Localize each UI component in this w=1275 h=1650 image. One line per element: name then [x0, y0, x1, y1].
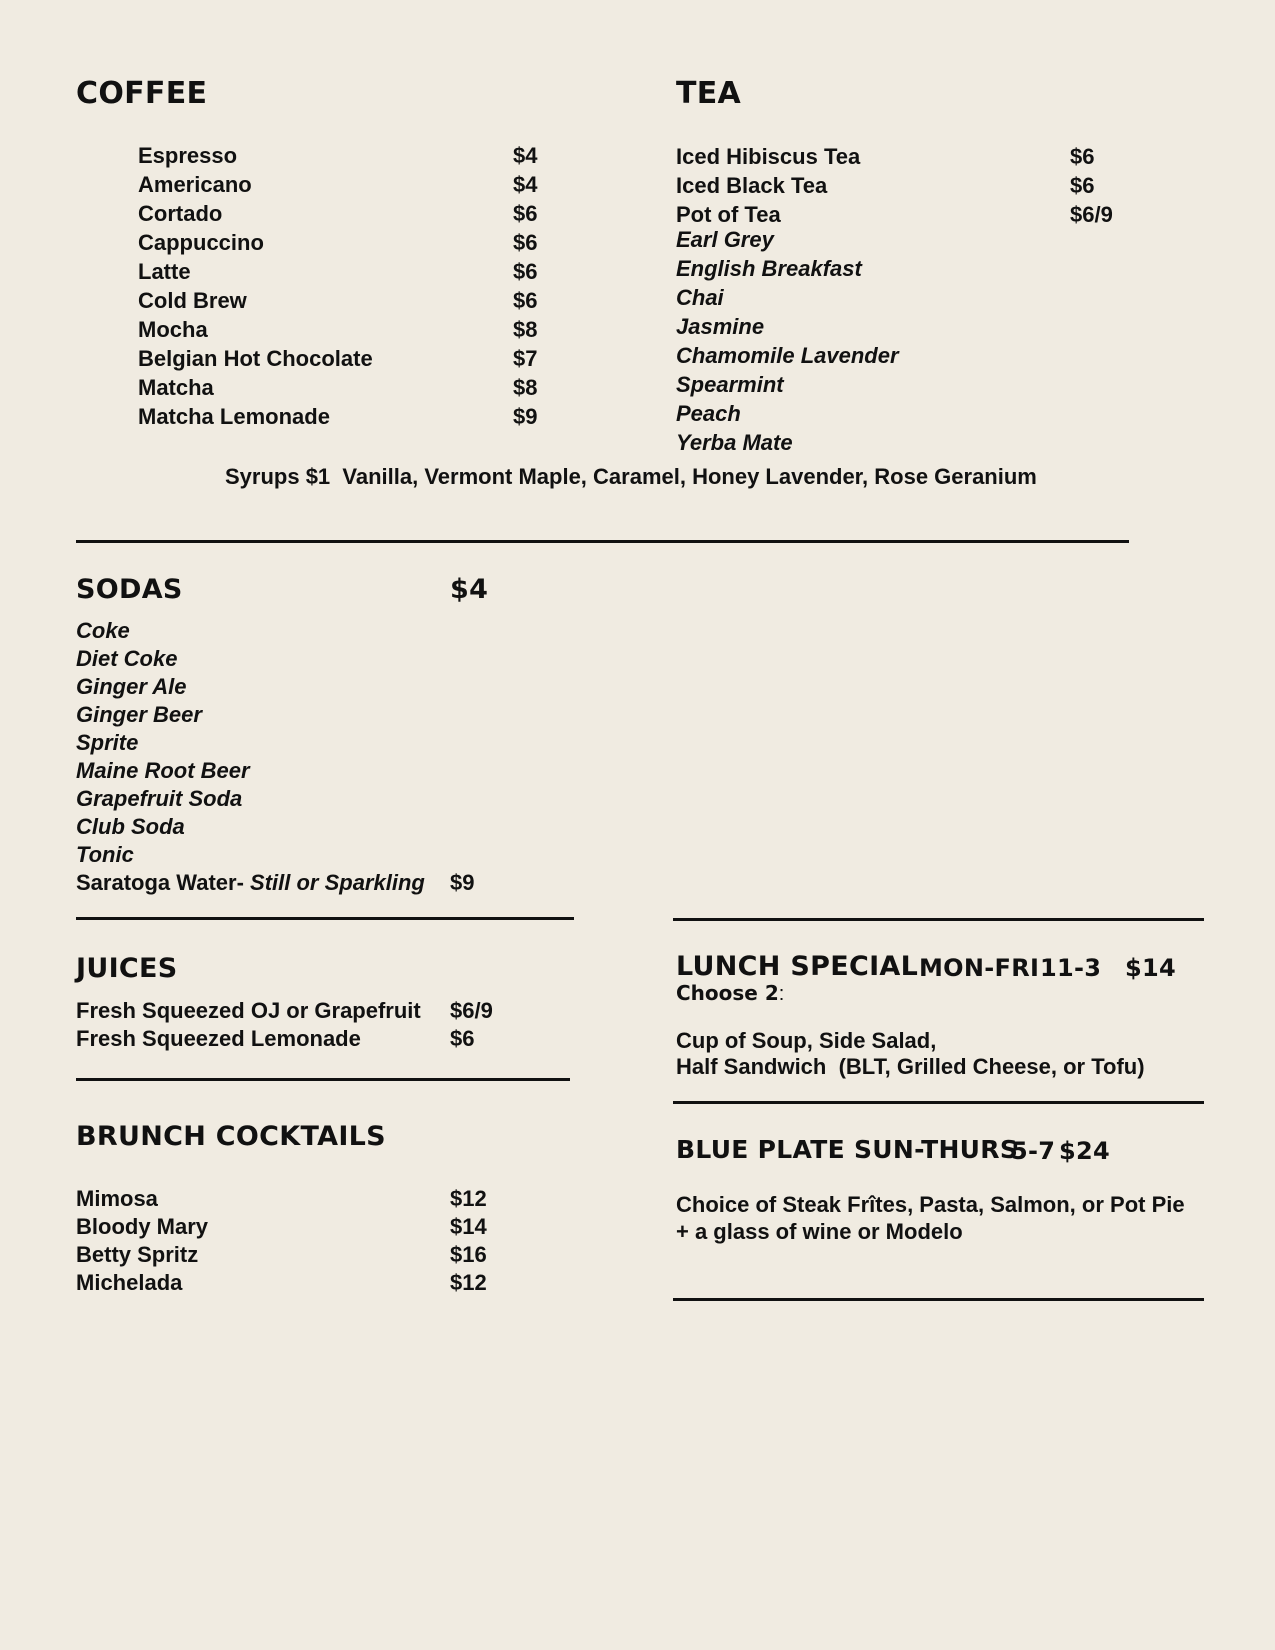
sodas-heading: SODAS — [76, 574, 183, 605]
coffee-item-price: $6 — [513, 201, 538, 226]
blue-plate-line-2: + a glass of wine or Modelo — [676, 1219, 963, 1244]
soda-item: Sprite — [76, 730, 139, 755]
tea-variety-list — [676, 225, 899, 457]
sodas-price: $4 — [450, 574, 489, 605]
syrups-line: Syrups $1 Vanilla, Vermont Maple, Caramel, Honey Lavender, Rose Geranium — [225, 464, 1037, 489]
cocktail-item-name: Mimosa — [76, 1186, 158, 1211]
tea-item-name: Pot of Tea — [676, 202, 781, 227]
coffee-item-name: Cortado — [138, 201, 223, 226]
tea-variety: Peach — [676, 401, 741, 426]
juice-item-name: Fresh Squeezed Lemonade — [76, 1026, 361, 1051]
coffee-item-name: Belgian Hot Chocolate — [138, 346, 373, 371]
cocktail-item-name: Betty Spritz — [76, 1242, 199, 1267]
lunch-days: MON-FRI — [919, 954, 1040, 982]
divider-lunch-top — [673, 918, 1204, 921]
coffee-item-price: $7 — [513, 346, 538, 371]
coffee-item-price: $4 — [513, 172, 538, 197]
tea-variety: Chamomile Lavender — [676, 343, 899, 368]
coffee-item-price: $4 — [513, 143, 538, 168]
cocktail-item-name: Michelada — [76, 1270, 183, 1295]
divider-top — [76, 540, 1129, 543]
lunch-choose-line — [676, 981, 784, 1006]
tea-heading: TEA — [676, 76, 742, 111]
soda-item: Maine Root Beer — [76, 758, 250, 783]
juice-list — [76, 997, 421, 1053]
lunch-heading: LUNCH SPECIAL — [676, 951, 919, 982]
coffee-item-price: $9 — [513, 404, 538, 429]
cocktail-list — [76, 1185, 208, 1297]
coffee-item-name: Cold Brew — [138, 288, 247, 313]
tea-variety: Earl Grey — [676, 227, 774, 252]
cocktail-item-name: Bloody Mary — [76, 1214, 209, 1239]
cocktail-item-price: $14 — [450, 1214, 487, 1239]
coffee-item-name: Mocha — [138, 317, 208, 342]
tea-variety: English Breakfast — [676, 256, 862, 281]
divider-juices — [76, 1078, 570, 1081]
cocktail-item-price: $12 — [450, 1270, 487, 1295]
tea-variety: Jasmine — [676, 314, 765, 339]
coffee-item-price: $8 — [513, 317, 538, 342]
soda-item: Tonic — [76, 842, 134, 867]
juice-price-list — [450, 997, 493, 1053]
soda-item: Grapefruit Soda — [76, 786, 243, 811]
coffee-item-list — [138, 141, 373, 431]
lunch-options-line-1: Cup of Soup, Side Salad, — [676, 1028, 937, 1053]
cocktail-item-price: $12 — [450, 1186, 487, 1211]
lunch-choose-colon: : — [778, 983, 785, 1005]
coffee-item-name: Matcha Lemonade — [138, 404, 330, 429]
cocktail-item-price: $16 — [450, 1242, 487, 1267]
lunch-options-line-2: Half Sandwich (BLT, Grilled Cheese, or Tofu) — [676, 1054, 1145, 1079]
tea-item-name: Iced Black Tea — [676, 173, 828, 198]
coffee-item-price: $6 — [513, 288, 538, 313]
juice-item-price: $6 — [450, 1026, 475, 1051]
tea-variety: Chai — [676, 285, 724, 310]
tea-item-price: $6 — [1070, 144, 1095, 169]
cocktails-heading: BRUNCH COCKTAILS — [76, 1121, 386, 1152]
saratoga-water-price: $9 — [450, 870, 475, 895]
coffee-price-list — [513, 141, 537, 431]
tea-variety: Spearmint — [676, 372, 784, 397]
blue-plate-heading: BLUE PLATE SUN-THURS — [676, 1135, 1019, 1164]
saratoga-water-name: Saratoga Water- — [76, 870, 251, 895]
coffee-item-price: $6 — [513, 230, 538, 255]
saratoga-water-option: Still or Sparkling — [250, 870, 425, 895]
divider-blue-plate-bottom — [673, 1298, 1204, 1301]
soda-item: Ginger Beer — [76, 702, 202, 727]
soda-item: Ginger Ale — [76, 674, 187, 699]
coffee-item-price: $8 — [513, 375, 538, 400]
soda-item: Club Soda — [76, 814, 185, 839]
coffee-item-name: Espresso — [138, 143, 238, 168]
tea-item-price: $6/9 — [1070, 202, 1113, 227]
tea-item-list — [676, 142, 860, 229]
coffee-item-name: Americano — [138, 172, 252, 197]
saratoga-water — [76, 868, 425, 897]
coffee-heading: COFFEE — [76, 76, 208, 111]
divider-lunch-bottom — [673, 1101, 1204, 1104]
blue-plate-line-1: Choice of Steak Frîtes, Pasta, Salmon, or Pot Pie — [676, 1192, 1185, 1217]
soda-list — [76, 617, 250, 869]
tea-variety: Yerba Mate — [676, 430, 793, 455]
coffee-item-name: Latte — [138, 259, 191, 284]
lunch-choose: Choose 2 — [676, 981, 779, 1005]
lunch-hours: 11-3 — [1040, 954, 1102, 982]
soda-item: Diet Coke — [76, 646, 178, 671]
tea-item-price: $6 — [1070, 173, 1095, 198]
cocktail-price-list — [450, 1185, 487, 1297]
coffee-item-name: Cappuccino — [138, 230, 264, 255]
soda-item: Coke — [76, 618, 130, 643]
tea-price-list — [1070, 142, 1113, 229]
coffee-item-price: $6 — [513, 259, 538, 284]
juice-item-price: $6/9 — [450, 998, 493, 1023]
coffee-item-name: Matcha — [138, 375, 214, 400]
blue-plate-price: $24 — [1059, 1137, 1110, 1165]
juices-heading: JUICES — [76, 953, 178, 984]
tea-item-name: Iced Hibiscus Tea — [676, 144, 861, 169]
divider-sodas — [76, 917, 574, 920]
juice-item-name: Fresh Squeezed OJ or Grapefruit — [76, 998, 421, 1023]
blue-plate-hours: 5-7 — [1011, 1137, 1056, 1165]
lunch-price: $14 — [1125, 954, 1176, 982]
